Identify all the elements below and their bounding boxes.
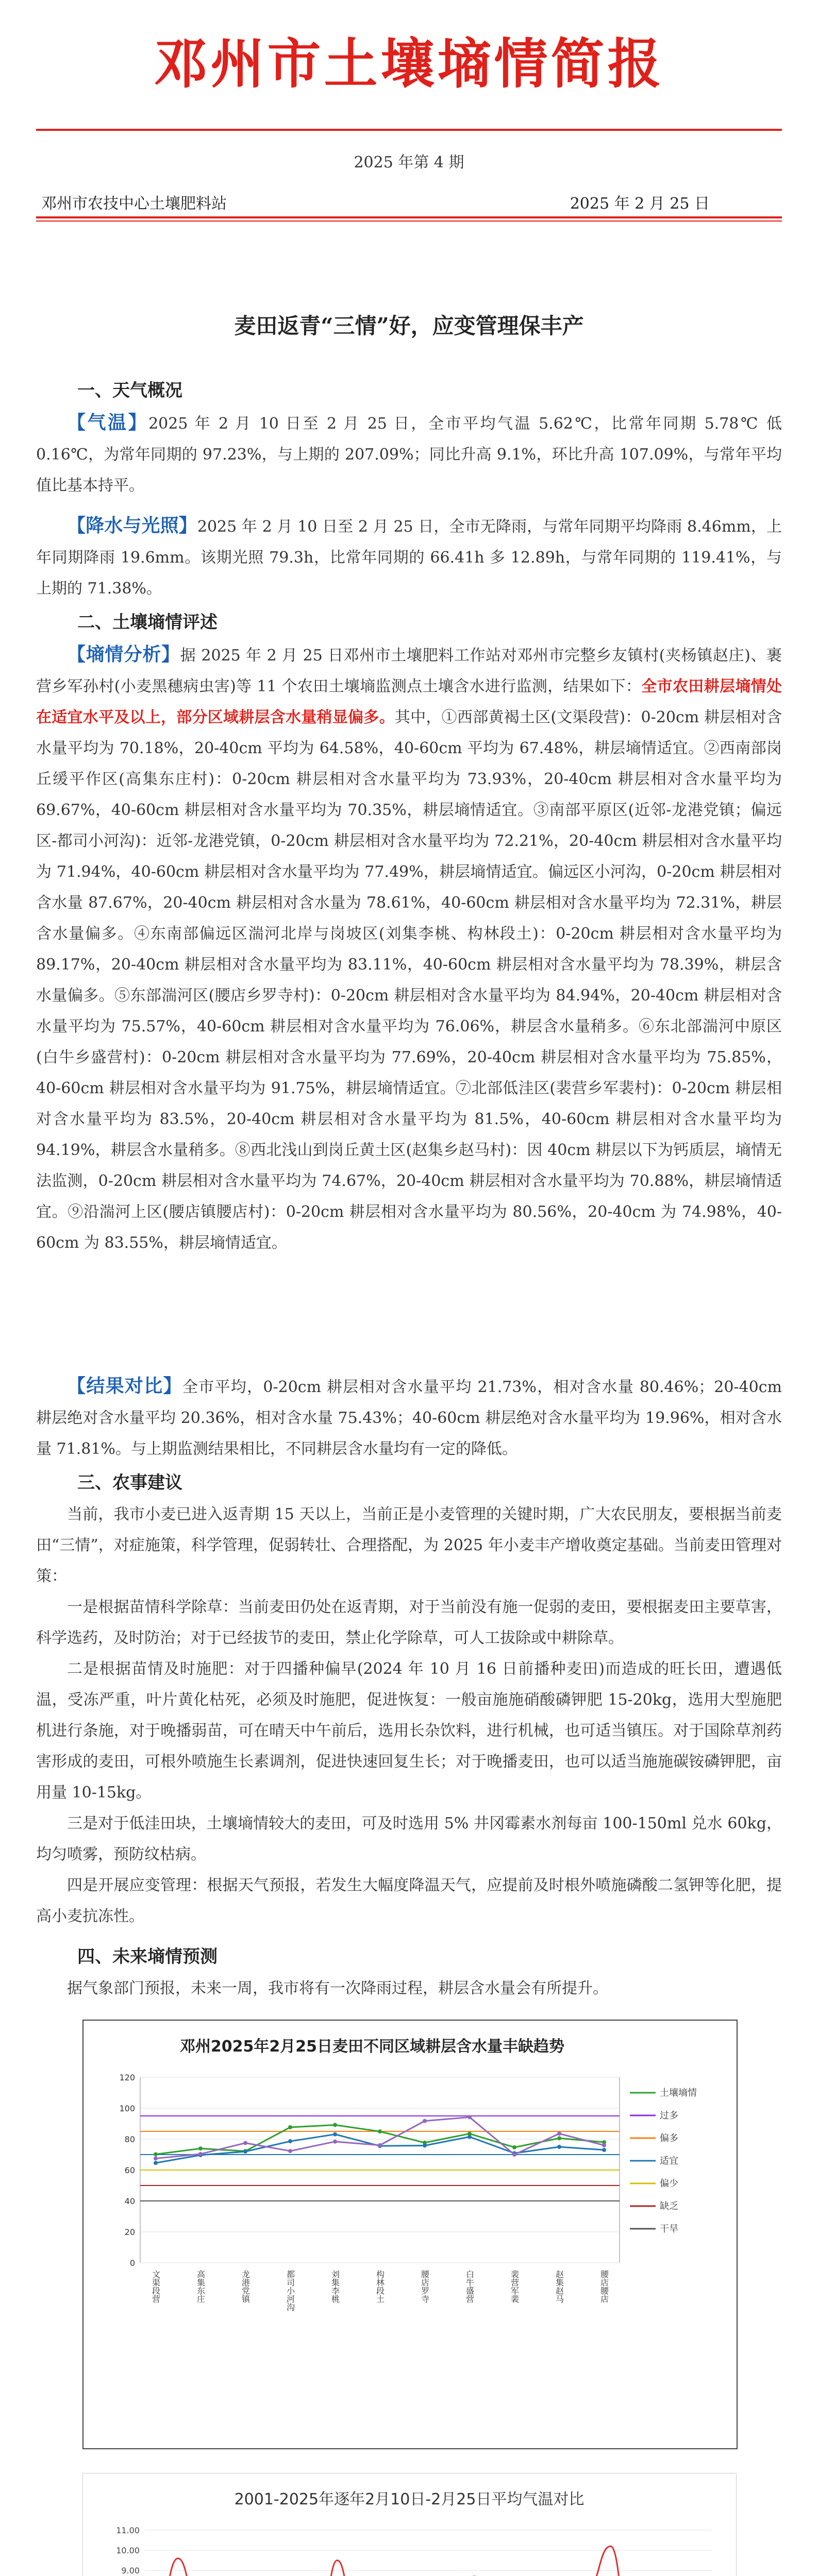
soil-moisture-chart-svg — [84, 2021, 737, 2448]
series-point — [288, 2125, 292, 2129]
x-tick-label: 裴营军裴 — [509, 2270, 520, 2303]
series-point — [602, 2148, 606, 2152]
advice-fertilize: 二是根据苗情及时施肥：对于四播种偏早(2024 年 10 月 16 日前播种麦田)而造成的旺长田，遭遇低温，受冻严重，叶片黄化枯死，必须及时施肥，促进恢复：一般亩施施硝酸磷钾肥 15-20kg，选用大型施肥机进行条施，对于晚播弱苗，可在晴天中午前后，选用长杂饮料，进行机械，也可适当镇压。对于国除草剂药害形成的麦田，可根外喷施生长素调剂，促进快速回复生长；对于晚播麦田，也可以适当施施碳铵磷钾肥，亩用量 10-15kg。 — [36, 1660, 782, 1802]
series-point — [423, 2119, 427, 2123]
article-headline: 麦田返青“三情”好，应变管理保丰产 — [234, 313, 584, 338]
series-point — [288, 2139, 292, 2143]
series-point — [423, 2143, 427, 2147]
series-point — [198, 2146, 203, 2150]
series-point — [557, 2136, 561, 2140]
chart-title: 2001-2025年逐年2月10日-2月25日平均气温对比 — [234, 2490, 585, 2509]
x-tick-label: 都司小河沟 — [285, 2270, 295, 2311]
series-point — [154, 2152, 158, 2156]
y-tick-label: 0 — [129, 2258, 135, 2268]
compare-text: 全市平均，0-20cm 耕层相对含水量平均 21.73%，相对含水量 80.46%；20-40cm 耕层绝对含水量平均 20.36%，相对含水量 75.43%；40-60cm 耕层绝对含水量平均为 19.96%，相对含水量 71.81%。与上期监测结果相比，不同耕层含水量均有一定的降低。 — [36, 1378, 782, 1458]
forecast-text: 据气象部门预报，未来一周，我市将有一次降雨过程，耕层含水量会有所提升。 — [67, 1979, 608, 1997]
series-point — [288, 2149, 292, 2153]
series-point — [154, 2161, 158, 2165]
y-tick-label: 9.00 — [121, 2566, 140, 2576]
legend-label: 缺乏 — [660, 2201, 678, 2212]
section-forecast-heading: 四、未来墒情预测 — [77, 1946, 218, 1967]
series-point — [333, 2123, 337, 2127]
section-weather-heading: 一、天气概况 — [77, 380, 182, 401]
y-tick-label: 80 — [124, 2134, 135, 2144]
x-tick-label: 高集东庄 — [195, 2270, 206, 2303]
series-point — [378, 2143, 382, 2147]
temperature-line — [155, 2546, 702, 2576]
x-tick-label: 构林段土 — [375, 2270, 385, 2303]
x-tick-label: 白牛盛营 — [464, 2270, 475, 2303]
series-point — [602, 2143, 606, 2147]
advice-intro: 当前，我市小麦已进入返青期 15 天以上，当前正是小麦管理的关键时期，广大农民朋友，要根据当前麦田“三情”，对症施策，科学管理，促弱转壮、合理搭配，为 2025 年小麦丰产增收奠定基础。当前麦田管理对策： — [36, 1505, 782, 1585]
series-point — [333, 2132, 337, 2137]
x-tick-label: 文渠段营 — [151, 2270, 161, 2303]
masthead-divider — [36, 129, 782, 131]
series-point — [512, 2145, 516, 2149]
analysis-summary: 全市农田耕层墒情处在适宜水平及以上，部分区域耕层含水量稍显偏多。 — [36, 677, 782, 726]
y-tick-label: 40 — [124, 2196, 135, 2206]
advice-contingency: 四是开展应变管理：根据天气预报，若发生大幅度降温天气，应提前及时根外喷施磷酸二氢钾等化肥，提高小麦抗冻性。 — [36, 1876, 782, 1925]
x-tick-label: 腰店腰店 — [599, 2270, 609, 2303]
y-tick-label: 20 — [124, 2227, 135, 2237]
series-point — [468, 2135, 472, 2139]
section-advice-heading: 三、农事建议 — [77, 1472, 182, 1493]
publisher: 邓州市农技中心土壤肥料站 — [41, 195, 227, 213]
temp-tag: 【气温】 — [67, 412, 149, 433]
series-point — [557, 2145, 561, 2149]
series-point — [198, 2152, 203, 2156]
y-tick-label: 100 — [119, 2104, 135, 2113]
series-point — [557, 2131, 561, 2136]
x-tick-label: 腰店罗寺 — [420, 2270, 430, 2303]
legend-label: 适宜 — [660, 2156, 678, 2166]
soil-compare-paragraph — [36, 1370, 782, 1465]
analysis-text: 据 2025 年 2 月 25 日邓州市土壤肥料工作站对邓州市完整乡友镇村(夹杨镇赵庄)、裹营乡军孙村(小麦黑穗病虫害)等 11 个农田土壤墒监测点土壤含水进行监测，结果如下： — [36, 647, 782, 696]
legend-label: 过多 — [660, 2110, 678, 2121]
weather-temp-paragraph — [36, 407, 782, 501]
x-tick-label: 刘集李桃 — [330, 2270, 340, 2303]
series-point — [378, 2129, 382, 2133]
publish-date: 2025 年 2 月 25 日 — [570, 195, 710, 213]
y-tick-label: 11.00 — [116, 2526, 140, 2535]
header-divider-top — [36, 216, 782, 218]
compare-tag: 【结果对比】 — [67, 1375, 182, 1397]
temperature-chart — [82, 2473, 737, 2576]
soil-analysis-paragraph — [36, 639, 782, 1259]
issue-number: 2025 年第 4 期 — [354, 154, 464, 172]
analysis-detail: 其中，①西部黄褐土区(文渠段营)：0-20cm 耕层相对含水量平均为 70.18%，20-40cm 平均为 64.58%，40-60cm 平均为 67.48%，耕层墒情适宜。②西南部岗丘缓平作区(高集东庄村)：0-20cm 耕层相对含水量平均为 73.93%，20-40cm 耕层相对含水量平均为 69.67%，40-60cm 耕层相对含水量平均为 70.35%，耕层墒情适宜。③南部平原区(近邻-龙港党镇；偏远区-都司小河沟)：近邻-龙港党镇，0-20cm 耕层相对含水量平均为 72.21%，20-40cm 耕层相对含水量平均为 71.94%，40-60cm 耕层相对含水量平均为 77.49%，耕层墒情适宜。偏远区小河沟，0-20cm 耕层相对含水量 87.67%，20-40cm 耕层相对含水量为 78.61%，40-60cm 耕层相对含水量平均为 72.31%，耕层含水量偏多。④东南部偏远区湍河北岸与岗坡区(刘集李桃、构林段土)：0-20cm 耕层相对含水量平均为 89.17%，20-40cm 耕层相对含水量平均为 83.11%，40-60cm 耕层相对含水量平均为 78.39%，耕层含水量偏多。⑤东部湍河区(腰店乡罗寺村)：0-20cm 耕层相对含水量平均为 84.94%，20-40cm 耕层相对含水量平均为 75.57%，40-60cm 耕层相对含水量平均为 76.06%，耕层含水量稍多。⑥东北部湍河中原区(白牛乡盛营村)：0-20cm 耕层相对含水量平均为 77.69%，20-40cm 耕层相对含水量平均为 75.85%，40-60cm 耕层相对含水量平均为 91.75%，耕层墒情适宜。⑦北部低洼区(裴营乡军裴村)：0-20cm 耕层相对含水量平均为 83.5%，20-40cm 耕层相对含水量平均为 81.5%，40-60cm 耕层相对含水量平均为 94.19%，耕层含水量稍多。⑧西北浅山到岗丘黄土区(赵集乡赵马村)：因 40cm 耕层以下为钙质层，墒情无法监测，0-20cm 耕层相对含水量平均为 74.67%，20-40cm 耕层相对含水量平均为 70.88%，耕层墒情适宜。⑨沿湍河上区(腰店镇腰店村)：0-20cm 耕层相对含水量平均为 80.56%，20-40cm 为 74.98%，40-60cm 为 83.55%，耕层墒情适宜。 — [36, 708, 782, 1252]
x-tick-label: 赵集赵马 — [554, 2270, 564, 2303]
advice-weed: 一是根据苗情科学除草：当前麦田仍处在返青期，对于当前没有施一促弱的麦田，要根据麦田主要草害，科学选药，及时防治；对于已经拔节的麦田，禁止化学除草，可人工拔除或中耕除草。 — [36, 1598, 782, 1647]
header-divider-bottom — [36, 221, 782, 222]
soil-moisture-chart — [82, 2020, 738, 2449]
series-point — [243, 2141, 247, 2145]
masthead-title: 邓州市土壤墒情简报 — [154, 32, 664, 95]
advice-disease: 三是对于低洼田块，土壤墒情较大的麦田，可及时选用 5% 井冈霉素水剂每亩 100-150ml 兑水 60kg，均匀喷雾，预防纹枯病。 — [36, 1815, 782, 1863]
chart-title: 邓州2025年2月25日麦田不同区域耕层含水量丰缺趋势 — [179, 2038, 565, 2056]
series-point — [512, 2153, 516, 2157]
temp-text: 2025 年 2 月 10 日至 2 月 25 日，全市平均气温 5.62℃，比常年同期 5.78℃ 低 0.16℃，为常年同期的 97.23%，与上期的 207.09%；同比升高 9.1%，环比升高 107.09%，与常年平均值比基本持平。 — [36, 415, 782, 495]
analysis-tag: 【墒情分析】 — [67, 643, 180, 665]
series-point — [243, 2149, 247, 2154]
legend-label: 干旱 — [660, 2224, 678, 2234]
rain-tag: 【降水与光照】 — [67, 515, 197, 536]
series-point — [333, 2140, 337, 2144]
weather-rain-paragraph — [36, 510, 782, 604]
y-tick-label: 10.00 — [116, 2546, 140, 2556]
legend-label: 偏多 — [660, 2133, 678, 2144]
series-point — [468, 2115, 472, 2119]
y-tick-label: 60 — [124, 2165, 135, 2175]
section-soil-heading: 二、土壤墒情评述 — [77, 612, 218, 633]
legend-label: 土壤墒情 — [660, 2088, 697, 2098]
temperature-chart-svg — [83, 2473, 736, 2576]
series-point — [154, 2157, 158, 2161]
x-tick-label: 龙港党镇 — [240, 2270, 251, 2303]
legend-label: 偏少 — [660, 2178, 678, 2189]
y-tick-label: 120 — [119, 2073, 135, 2082]
rain-text: 2025 年 2 月 10 日至 2 月 25 日，全市无降雨，与常年同期平均降雨 8.46mm，上年同期降雨 19.6mm。该期光照 79.3h，比常年同期的 66.41h 多 12.89h，与常年同期的 119.41%，与上期的 71.38%。 — [36, 518, 782, 598]
